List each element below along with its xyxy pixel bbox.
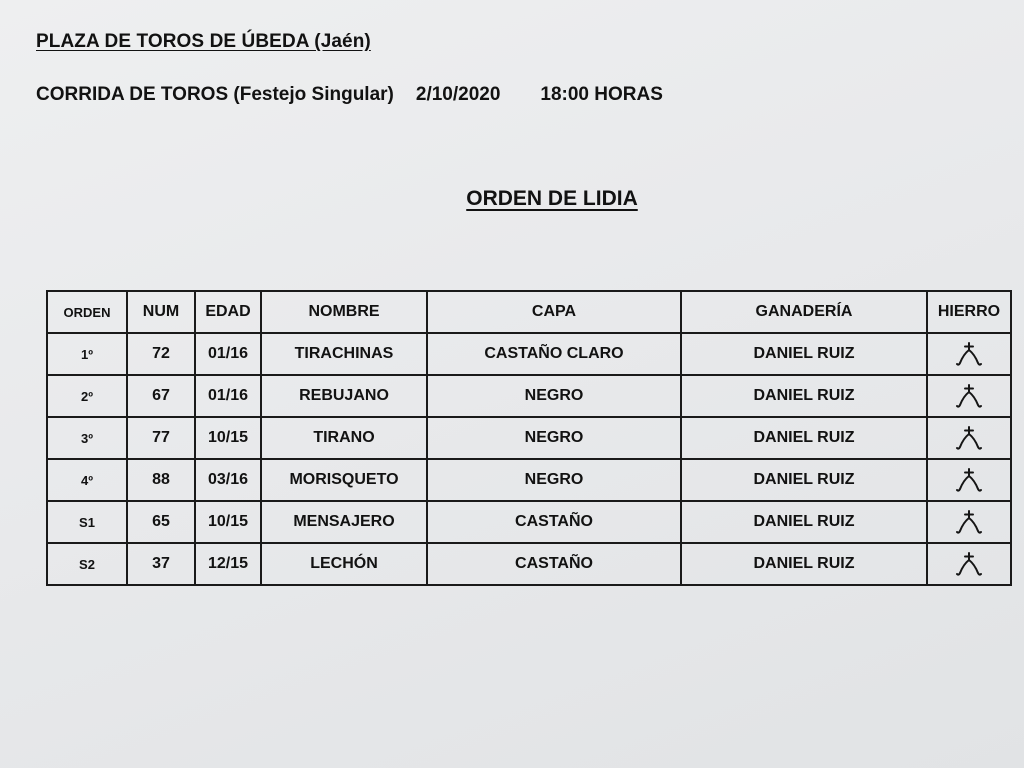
cell-edad: 03/16 xyxy=(195,459,261,501)
brand-mark-icon xyxy=(955,467,983,493)
table-row xyxy=(47,417,1011,459)
cell-ganaderia: DANIEL RUIZ xyxy=(681,375,927,417)
cell-num: 72 xyxy=(127,333,195,375)
cell-orden: S2 xyxy=(47,543,127,585)
cell-hierro xyxy=(927,543,1011,585)
venue-title: PLAZA DE TOROS DE ÚBEDA (Jaén) xyxy=(36,31,371,52)
event-date: 2/10/2020 xyxy=(415,84,501,105)
brand-mark-icon xyxy=(955,425,983,451)
col-header-num: NUM xyxy=(127,291,195,333)
cell-nombre: LECHÓN xyxy=(261,543,427,585)
cell-capa: NEGRO xyxy=(427,417,681,459)
cell-ganaderia: DANIEL RUIZ xyxy=(681,543,927,585)
col-header-ganaderia: GANADERÍA xyxy=(681,291,927,333)
lidia-table xyxy=(46,290,1012,586)
event-name: CORRIDA DE TOROS (Festejo Singular) xyxy=(36,84,394,105)
table-row xyxy=(47,333,1011,375)
cell-num: 67 xyxy=(127,375,195,417)
cell-orden: 3º xyxy=(47,417,127,459)
cell-edad: 10/15 xyxy=(195,417,261,459)
cell-edad: 12/15 xyxy=(195,543,261,585)
cell-hierro xyxy=(927,459,1011,501)
cell-nombre: MORISQUETO xyxy=(261,459,427,501)
table-row xyxy=(47,543,1011,585)
cell-ganaderia: DANIEL RUIZ xyxy=(681,459,927,501)
table-row xyxy=(47,375,1011,417)
event-time: 18:00 HORAS xyxy=(540,84,663,105)
cell-edad: 01/16 xyxy=(195,333,261,375)
table-row xyxy=(47,501,1011,543)
brand-mark-icon xyxy=(955,509,983,535)
col-header-edad: EDAD xyxy=(195,291,261,333)
brand-mark-icon xyxy=(955,383,983,409)
cell-capa: CASTAÑO xyxy=(427,501,681,543)
table-row xyxy=(47,459,1011,501)
cell-ganaderia: DANIEL RUIZ xyxy=(681,333,927,375)
col-header-hierro: HIERRO xyxy=(927,291,1011,333)
cell-capa: CASTAÑO CLARO xyxy=(427,333,681,375)
cell-hierro xyxy=(927,375,1011,417)
table-header-row xyxy=(47,291,1011,333)
cell-edad: 10/15 xyxy=(195,501,261,543)
cell-orden: S1 xyxy=(47,501,127,543)
brand-mark-icon xyxy=(955,551,983,577)
cell-num: 88 xyxy=(127,459,195,501)
cell-nombre: MENSAJERO xyxy=(261,501,427,543)
cell-ganaderia: DANIEL RUIZ xyxy=(681,501,927,543)
cell-edad: 01/16 xyxy=(195,375,261,417)
cell-capa: CASTAÑO xyxy=(427,543,681,585)
col-header-capa: CAPA xyxy=(427,291,681,333)
cell-capa: NEGRO xyxy=(427,459,681,501)
col-header-orden: ORDEN xyxy=(47,291,127,333)
cell-nombre: REBUJANO xyxy=(261,375,427,417)
cell-ganaderia: DANIEL RUIZ xyxy=(681,417,927,459)
brand-mark-icon xyxy=(955,341,983,367)
cell-num: 37 xyxy=(127,543,195,585)
cell-num: 77 xyxy=(127,417,195,459)
cell-orden: 4º xyxy=(47,459,127,501)
cell-orden: 2º xyxy=(47,375,127,417)
cell-capa: NEGRO xyxy=(427,375,681,417)
col-header-nombre: NOMBRE xyxy=(261,291,427,333)
cell-orden: 1º xyxy=(47,333,127,375)
section-title: ORDEN DE LIDIA xyxy=(466,187,638,210)
cell-nombre: TIRACHINAS xyxy=(261,333,427,375)
cell-hierro xyxy=(927,417,1011,459)
event-line xyxy=(36,84,663,106)
cell-hierro xyxy=(927,333,1011,375)
cell-hierro xyxy=(927,501,1011,543)
cell-nombre: TIRANO xyxy=(261,417,427,459)
cell-num: 65 xyxy=(127,501,195,543)
